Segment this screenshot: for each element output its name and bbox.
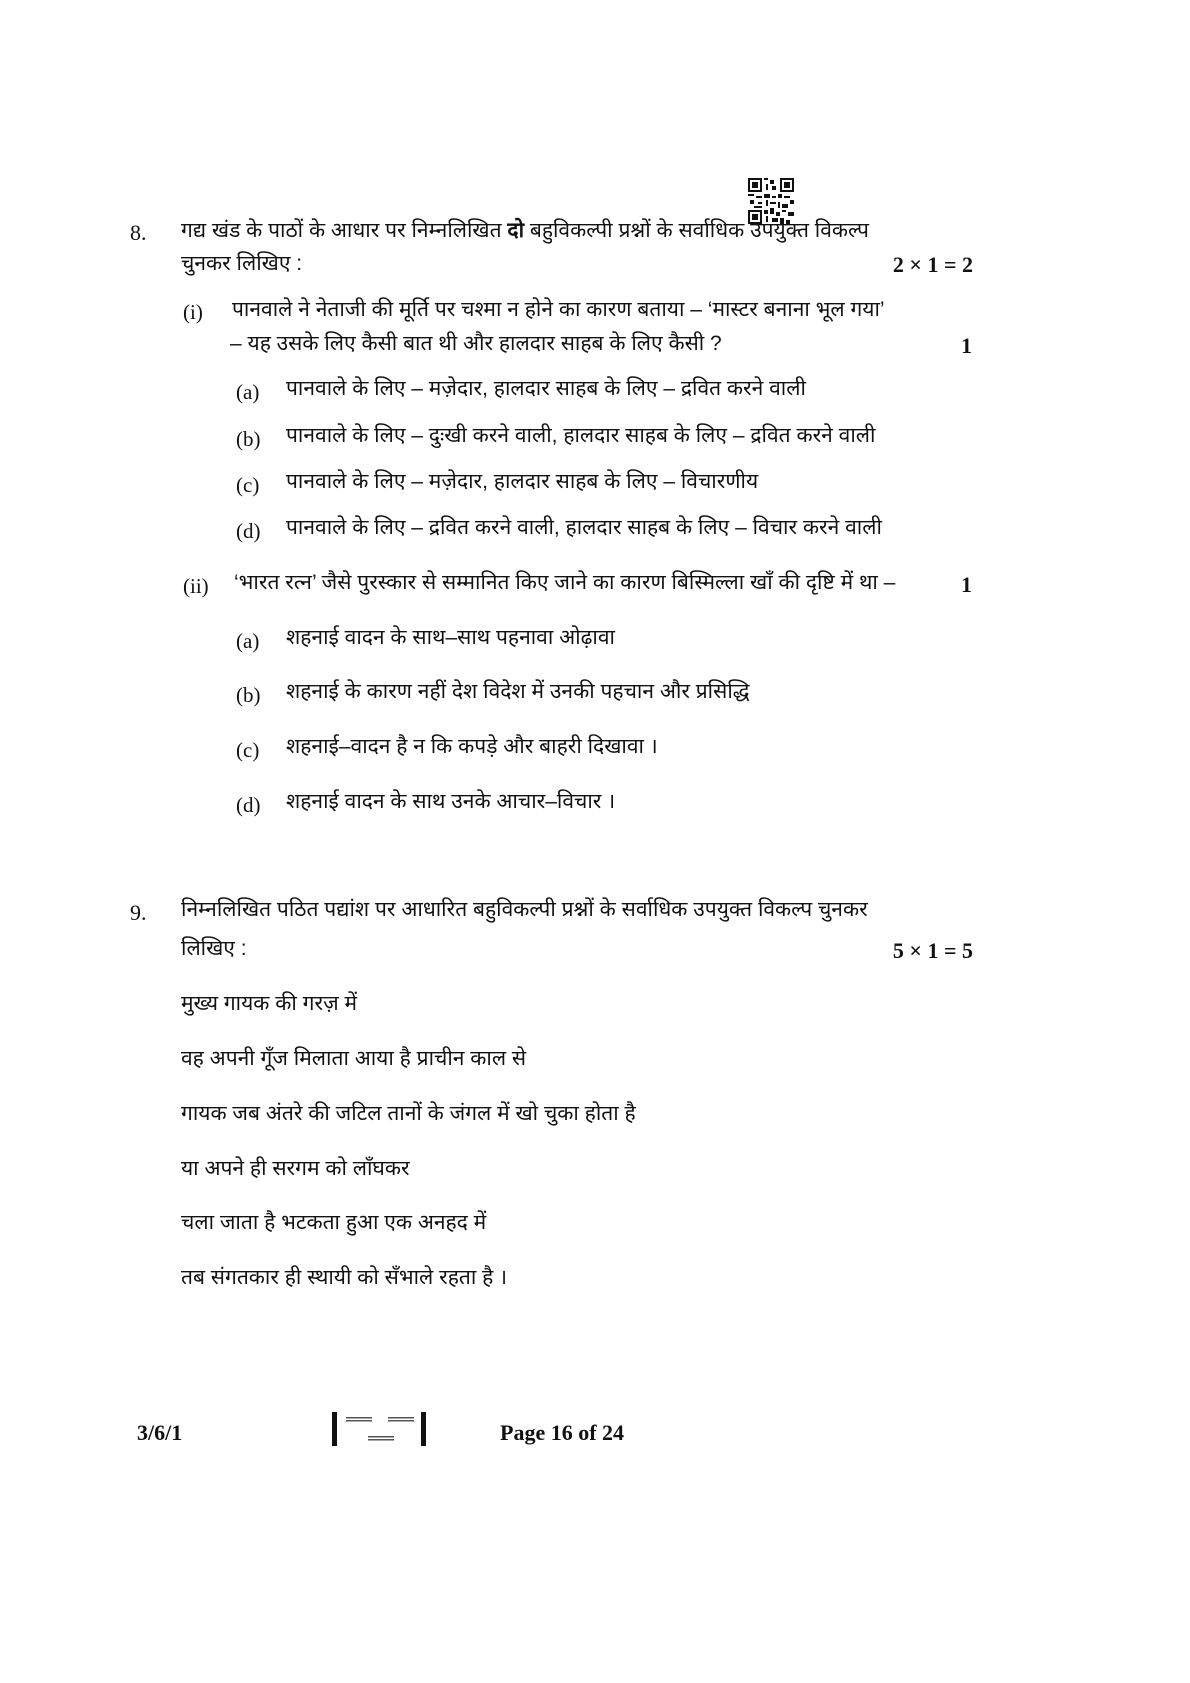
option-label: (a)	[236, 629, 260, 653]
paper-code: 3/6/1	[137, 1420, 183, 1445]
subquestion-marks: 1	[961, 333, 972, 358]
option-label: (c)	[236, 738, 260, 762]
option-label: (d)	[236, 793, 261, 817]
poem-line: या अपने ही सरगम को लाँघकर	[181, 1157, 410, 1180]
question-marks: 5 × 1 = 5	[892, 938, 973, 963]
subquestion-text-line2: – यह उसके लिए कैसी बात थी और हालदार साहब के लिए कैसी ?	[230, 332, 722, 355]
question-prompt-line2: चुनकर लिखिए :	[181, 252, 303, 275]
prompt-text: गद्य खंड के पाठों के आधार पर निम्नलिखित	[181, 219, 508, 242]
option-label: (d)	[236, 519, 261, 543]
question-prompt: निम्नलिखित पठित पद्यांश पर आधारित बहुविकल्पी प्रश्नों के सर्वाधिक उपयुक्त विकल्प चुनकर	[181, 898, 868, 921]
poem-line: तब संगतकार ही स्थायी को सँभाले रहता है ।	[181, 1266, 508, 1289]
option-label: (a)	[236, 380, 260, 404]
option-text: शहनाई वादन के साथ–साथ पहनावा ओढ़ावा	[286, 626, 615, 649]
option-text: पानवाले के लिए – मज़ेदार, हालदार साहब के लिए – विचारणीय	[286, 470, 759, 493]
subquestion-label: (ii)	[183, 574, 209, 598]
page-number: Page 16 of 24	[500, 1420, 625, 1445]
prompt-text: बहुविकल्पी प्रश्नों के सर्वाधिक उपयुक्त विकल्प	[524, 219, 869, 242]
option-label: (b)	[236, 427, 261, 451]
option-text: शहनाई के कारण नहीं देश विदेश में उनकी पहचान और प्रसिद्धि	[286, 680, 750, 703]
question-number: 9.	[130, 900, 147, 925]
prompt-emphasis: दो	[507, 219, 525, 242]
question-marks: 2 × 1 = 2	[892, 252, 973, 277]
option-text: पानवाले के लिए – मज़ेदार, हालदार साहब के लिए – द्रवित करने वाली	[286, 377, 806, 400]
question-prompt	[181, 217, 869, 245]
subquestion-text: पानवाले ने नेताजी की मूर्ति पर चश्मा न होने का कारण बताया – ‘मास्टर बनाना भूल गया’	[232, 298, 885, 321]
option-text: पानवाले के लिए – दुःखी करने वाली, हालदार साहब के लिए – द्रवित करने वाली	[286, 424, 876, 447]
subquestion-text: ‘भारत रत्न’ जैसे पुरस्कार से सम्मानित किए जाने का कारण बिस्मिल्ला खाँ की दृष्टि में था –	[234, 571, 896, 594]
subquestion-label: (i)	[183, 300, 203, 324]
option-text: शहनाई–वादन है न कि कपड़े और बाहरी दिखावा ।	[286, 735, 658, 758]
option-label: (b)	[236, 683, 261, 707]
question-number: 8.	[130, 220, 147, 245]
barcode-icon	[332, 1412, 430, 1446]
poem-line: वह अपनी गूँज मिलाता आया है प्राचीन काल से	[181, 1047, 527, 1070]
subquestion-marks: 1	[961, 572, 972, 597]
option-text: शहनाई वादन के साथ उनके आचार–विचार ।	[286, 790, 616, 813]
poem-line: मुख्य गायक की गरज़ में	[181, 992, 358, 1015]
option-text: पानवाले के लिए – द्रवित करने वाली, हालदार साहब के लिए – विचार करने वाली	[286, 516, 882, 539]
poem-line: गायक जब अंतरे की जटिल तानों के जंगल में खो चुका होता है	[181, 1102, 636, 1125]
question-prompt-line2: लिखिए :	[181, 937, 247, 960]
poem-line: चला जाता है भटकता हुआ एक अनहद में	[181, 1211, 487, 1234]
option-label: (c)	[236, 473, 260, 497]
